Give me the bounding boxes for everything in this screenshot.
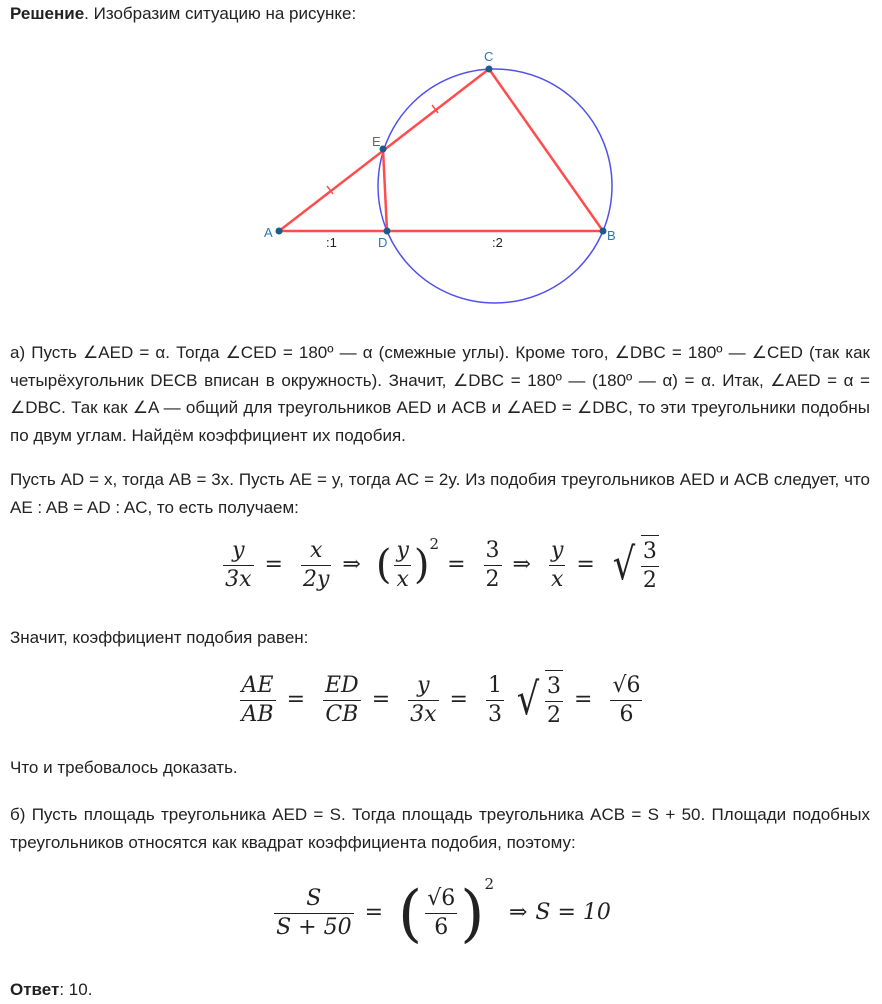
point-d xyxy=(384,228,391,235)
label-e: E xyxy=(372,134,381,149)
geometry-figure xyxy=(0,0,882,320)
formula-area: $\frac{S}{S + 50}$ = ( $\frac{√6}{6}$ )$^2$ ⇒ S = 10 xyxy=(276,875,611,950)
points xyxy=(276,66,607,235)
circumcircle xyxy=(378,69,612,303)
answer-value: : 10. xyxy=(59,980,93,999)
point-a xyxy=(276,228,283,235)
answer xyxy=(10,976,870,1004)
label-d: D xyxy=(378,235,388,250)
label-a: A xyxy=(264,225,273,240)
ratio-ad: :1 xyxy=(326,235,337,250)
label-c: C xyxy=(484,49,494,64)
paragraph-setup: Пусть AD = x, тогда AB = 3x. Пусть AE = y, тогда AC = 2y. Из подобия треугольников AED и ACB следует, что AE : AB = AD : AC, то есть получаем: xyxy=(10,470,870,517)
paragraph-proved: Что и требовалось доказать. xyxy=(10,758,238,777)
paragraph-part-a: а) Пусть ∠AED = α. Тогда ∠CED = 180º — α (смежные углы). Кроме того, ∠DBC = 180º — ∠CED (так как четырёхугольник DECB вписан в окружность). Значит, ∠DBC = 180º — (180º — α) = α. Итак, ∠AED = α = ∠DBC. Так как ∠A — общий для треугольников AED и ACB и ∠AED = ∠DBC, то эти треугольники подобны по двум углам. Найдём коэффициент их подобия. xyxy=(10,343,870,445)
label-b: B xyxy=(607,228,616,243)
ratio-db: :2 xyxy=(492,235,503,250)
formula-ratio: $\frac{y}{3x}$ = $\frac{x}{2y}$ ⇒ ( $\frac{y}{x}$ )$^2$= $\frac{3}{2}$ ⇒ $\frac{y}{x}$ = √ 3 2 xyxy=(225,535,657,593)
answer-label: Ответ xyxy=(10,980,60,999)
triangle-lines xyxy=(279,69,603,231)
paragraph-coefficient: Значит, коэффициент подобия равен: xyxy=(10,628,309,647)
paragraph-part-b: б) Пусть площадь треугольника AED = S. Тогда площадь треугольника ACB = S + 50. Площади подобных треугольников относятся как квадрат коэффициента подобия, поэтому: xyxy=(10,805,870,852)
solution-intro: . Изобразим ситуацию на рисунке: xyxy=(84,4,357,23)
solution-label: Решение xyxy=(10,4,85,23)
formula-coefficient: $\frac{AE}{AB}$ = $\frac{ED}{CB}$ = $\frac{y}{3x}$ = $\frac{1}{3}$ √ 3 2 = $\frac{√6}{6}$ xyxy=(0,670,882,730)
point-c xyxy=(486,66,493,73)
point-b xyxy=(600,228,607,235)
